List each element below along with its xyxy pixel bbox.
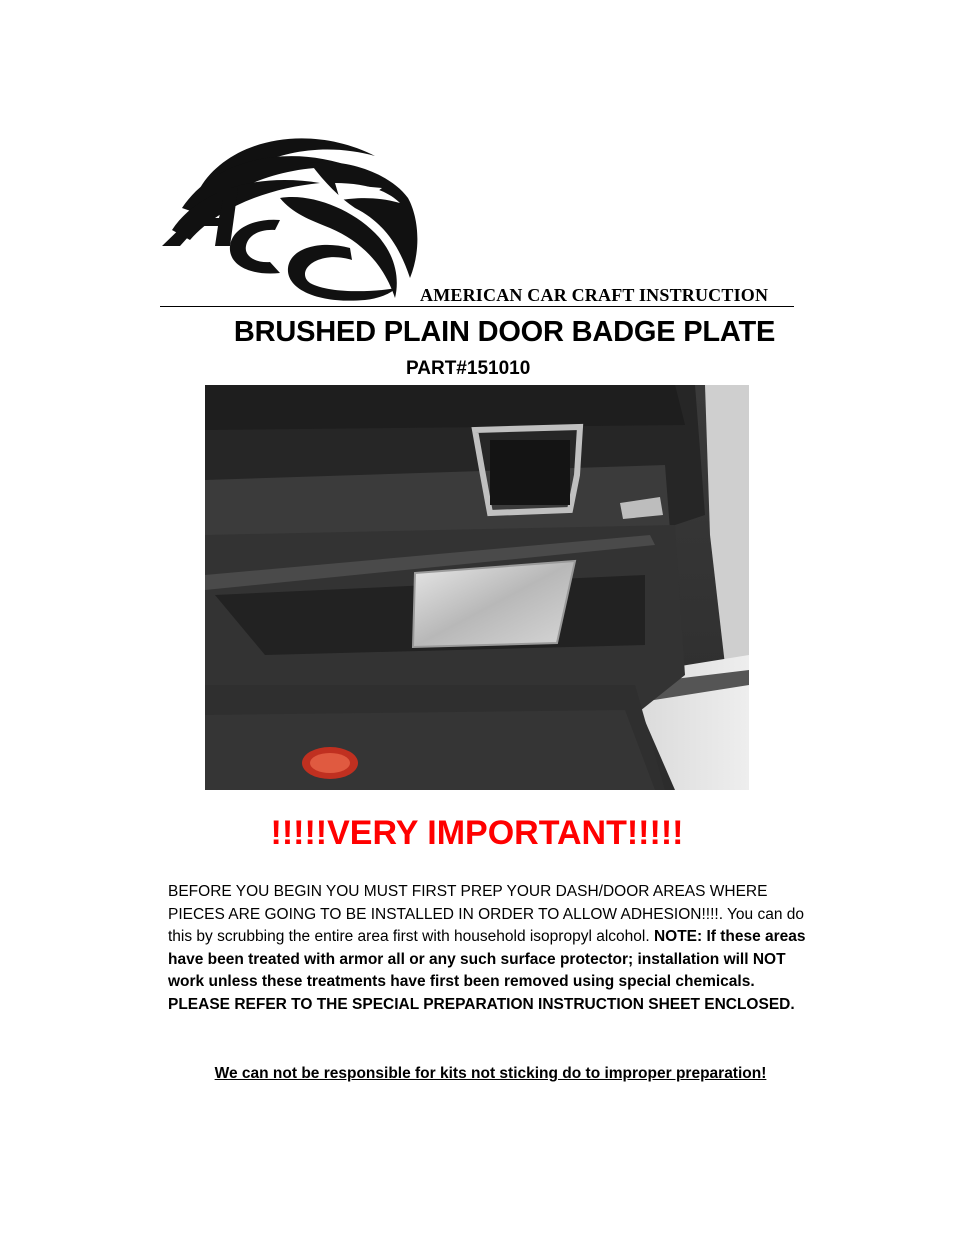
prep-instructions xyxy=(168,881,818,1017)
prep-instructions-text: BEFORE YOU BEGIN YOU MUST FIRST PREP YOUR DASH/DOOR AREAS WHERE PIECES ARE GOING TO BE INSTALLED IN ORDER TO ALLOW ADHESION!!!!. You can do this by scrubbing the entire area first with household isopropyl alcohol. xyxy=(168,883,805,946)
company-name: AMERICAN CAR CRAFT INSTRUCTION xyxy=(420,285,769,305)
door-panel-photo xyxy=(205,385,749,790)
product-title-text: BRUSHED PLAIN DOOR BADGE PLATE xyxy=(233,316,776,348)
part-number: PART#151010 xyxy=(406,358,531,379)
disclaimer xyxy=(0,1065,954,1083)
prep-note: NOTE: If these areas have been treated with armor all or any such surface protector; installation will NOT work unless these treatments have first been removed using special chemicals. PLEASE REFER TO THE SPECIAL PREPARATION INSTRUCTION SHEET ENCLOSED. xyxy=(168,928,806,1013)
disclaimer-text: We can not be responsible for kits not sticking do to improper preparation! xyxy=(214,1065,767,1082)
acc-eagle-logo xyxy=(160,128,424,306)
product-title xyxy=(0,316,954,349)
warning-heading-text: !!!!!VERY IMPORTANT!!!!! xyxy=(270,814,684,852)
header-underline xyxy=(160,306,794,307)
warning-heading xyxy=(0,814,954,853)
